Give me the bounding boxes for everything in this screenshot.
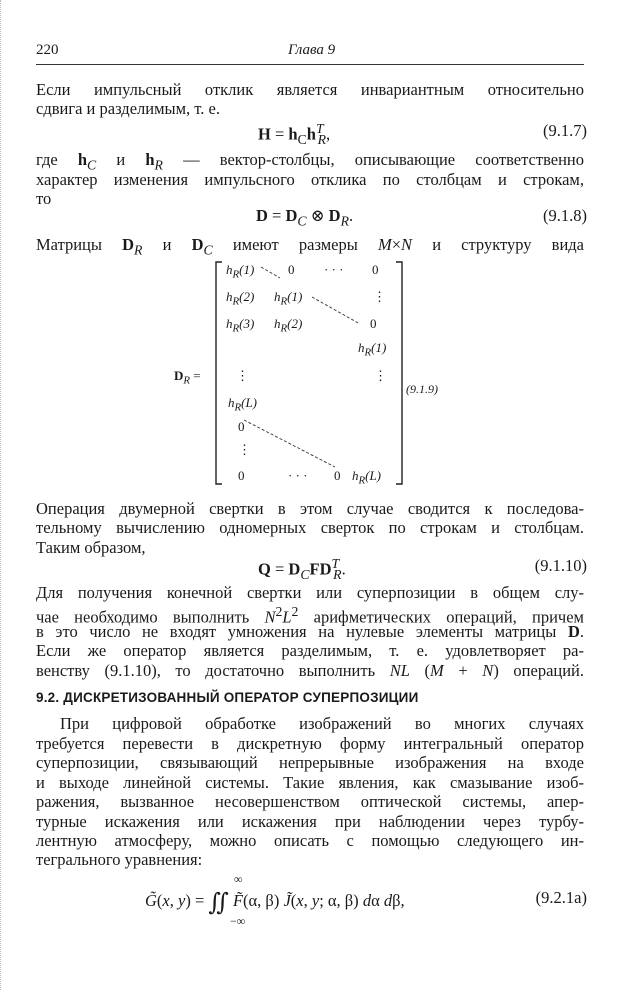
- text-line: лентную атмосферу, можно описать с помощью следующего ин-: [36, 831, 584, 850]
- text-line: требуется перевести в дискретную форму интегральный оператор: [36, 734, 584, 753]
- equation-9-2-1a: G̃(x, y) = ∬ F̃(α, β) J̃(x, y; α, β) dα dβ,: [145, 890, 405, 916]
- matrix-entry: $h_R(L)$: [352, 468, 382, 487]
- matrix-ellipsis: · · ·: [324, 262, 344, 277]
- equation-9-1-10: $Q = D_CFD^T_R$.: [258, 556, 346, 582]
- matrix-entry: 0: [370, 316, 377, 331]
- text-line: сдвига и разделимым, т. е.: [36, 99, 220, 118]
- matrix-entry: $h_R(2)$: [274, 316, 303, 335]
- text-line: Операция двумерной свертки в этом случае сводится к последова-: [36, 499, 584, 518]
- text-line: тегрального уравнения:: [36, 850, 203, 869]
- matrix-entry: $h_R(L)$: [228, 395, 258, 414]
- text-line: в это число не входят умножения на нулевые элементы матрицы D.: [36, 622, 584, 641]
- text-line: Для получения конечной свертки или суперпозиции в общем слу-: [36, 583, 584, 602]
- matrix-equation-number: (9.1.9): [406, 382, 438, 396]
- matrix-entry: 0: [238, 468, 245, 483]
- matrix-label: $D_R$ =: [174, 368, 201, 387]
- equation-9-1-7: $H = h_Ch^T_R$,: [258, 121, 331, 147]
- matrix-entry: 0: [334, 468, 341, 483]
- equation-number: (9.2.1a): [535, 888, 587, 907]
- matrix-ellipsis: · · ·: [288, 468, 308, 483]
- text-line: суперпозиции, связывающий непрерывные изображения на входе: [36, 753, 584, 772]
- text-line: характер изменения импульсного отклика по столбцам и строкам,: [36, 170, 584, 189]
- matrix-entry: $h_R(1)$: [358, 340, 387, 359]
- text-line: Если импульсный отклик является инвариантным относительно: [36, 80, 584, 99]
- matrix-vdots: ⋮: [374, 368, 387, 383]
- equation-9-1-8: $D = D_C$ ⊗ $D_R$.: [256, 206, 354, 229]
- section-heading: 9.2. ДИСКРЕТИЗОВАННЫЙ ОПЕРАТОР СУПЕРПОЗИЦИИ: [36, 690, 419, 705]
- equation-number: (9.1.7): [543, 121, 587, 140]
- text-line: чае необходимо выполнить $N^2L^2$ арифметических операций, причем: [36, 604, 584, 627]
- text-line: Если же оператор является разделимым, т. е. удовлетворяет ра-: [36, 641, 584, 660]
- matrix-vdots: ⋮: [238, 442, 251, 457]
- text-line: венству (9.1.10), то достаточно выполнить NL (M + N) операций.: [36, 661, 585, 680]
- text-line: Матрицы $D_R$ и $D_C$ имеют размеры M×N и структуру вида: [36, 235, 585, 258]
- matrix-entry: 0: [288, 262, 295, 277]
- equation-number: (9.1.8): [543, 206, 587, 225]
- matrix-entry: 0: [372, 262, 379, 277]
- equation-number: (9.1.10): [534, 556, 587, 575]
- integral-upper-limit: ∞: [234, 872, 243, 886]
- matrix-vdots: ⋮: [236, 368, 249, 383]
- matrix-entry: $h_R(3)$: [226, 316, 255, 335]
- text-line: ражения, вызванное несовершенством оптической системы, апер-: [36, 792, 584, 811]
- matrix-entry: $h_R(1)$: [274, 289, 303, 308]
- text-line: При цифровой обработке изображений во многих случаях: [60, 714, 584, 733]
- text-line: турные искажения или искажения при наблюдении через турбу-: [36, 812, 584, 831]
- chapter-title: Глава 9: [288, 42, 336, 58]
- matrix-entry: 0: [238, 419, 245, 434]
- matrix-vdots: ⋮: [373, 289, 386, 304]
- matrix-entry: $h_R(1)$: [226, 262, 255, 281]
- text-line: тельному вычислению одномерных сверток по строкам и столбцам.: [36, 518, 584, 537]
- text-line: Таким образом,: [36, 538, 146, 557]
- text-line: то: [36, 189, 52, 208]
- text-line: где $h_C$ и $h_R$ — вектор-столбцы, описывающие соответственно: [36, 150, 584, 173]
- integral-lower-limit: −∞: [230, 914, 246, 928]
- text-line: и выходе линейной системы. Такие явления, как смазывание изоб-: [36, 773, 584, 792]
- page-number: 220: [36, 42, 59, 58]
- matrix-entry: $h_R(2)$: [226, 289, 255, 308]
